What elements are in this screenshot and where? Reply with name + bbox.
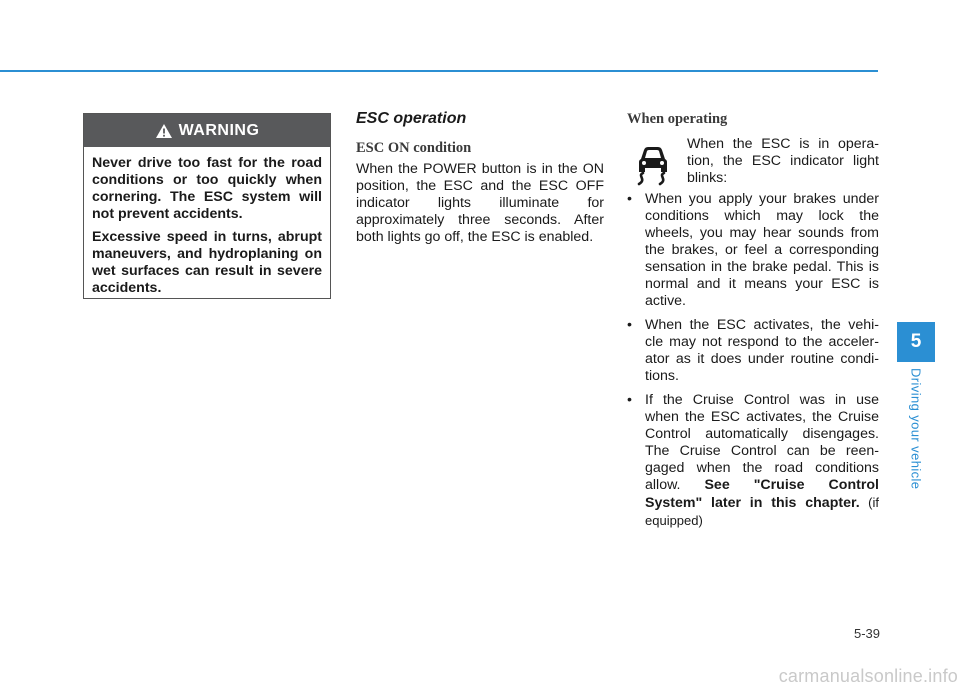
warning-body	[84, 147, 330, 297]
esc-on-condition-text: When the POWER button is in the ON position, the ESC and the ESC OFF indicator lights illuminate for approximately three seconds. After both lights go off, the ESC is enabled.	[356, 161, 604, 245]
cruise-control-text: If the Cruise Control was in use when the ESC activates, the Cruise Control automatically disengages. The Cruise Control can be reen-gaged when the road conditions allow.	[645, 392, 879, 493]
when-operating-heading: When operating	[627, 111, 728, 127]
list-item: • When you apply your brakes under conditions which may lock the wheels, you may hear sounds from the brakes, or feel a corresponding sensation in the brake pedal. This is normal and it means your ESC is active.	[627, 191, 879, 310]
warning-paragraph: Never drive too fast for the road conditions or too quickly when cornering. The ESC system will not prevent accidents.	[92, 155, 322, 222]
warning-title: WARNING	[178, 121, 260, 139]
esc-operation-section	[356, 110, 604, 246]
chapter-label-text: Driving your vehicle	[908, 368, 924, 490]
list-item-cruise-control	[627, 392, 879, 530]
page-number: 5-39	[853, 626, 880, 641]
warning-paragraph: Excessive speed in turns, abrupt maneuvers, and hydroplaning on wet surfaces can result in severe accidents.	[92, 229, 322, 296]
top-rule	[0, 70, 878, 72]
list-item: • When the ESC activates, the vehi-cle may not respond to the acceler-ator as it does under routine condi-tions.	[627, 317, 879, 385]
cruise-control-note: (if equipped)	[645, 495, 879, 528]
chapter-tab-label	[897, 368, 935, 503]
esc-on-condition-heading: ESC ON condition	[356, 140, 472, 156]
warning-header	[84, 114, 330, 147]
section-title: ESC operation	[356, 110, 467, 127]
watermark: carmanualsonline.info	[778, 666, 958, 686]
when-operating-intro	[627, 136, 879, 187]
when-operating-bullets	[627, 191, 879, 530]
when-operating-section	[627, 110, 879, 537]
cruise-control-reference: See "Cruise Control System" later in this chapter.	[645, 477, 879, 511]
warning-triangle-icon	[155, 123, 173, 139]
when-operating-intro-text: When the ESC is in opera-tion, the ESC indicator light blinks:	[687, 136, 879, 186]
warning-box	[83, 113, 331, 299]
esc-skid-indicator-icon	[627, 139, 679, 187]
chapter-tab-number: 5	[897, 322, 935, 362]
